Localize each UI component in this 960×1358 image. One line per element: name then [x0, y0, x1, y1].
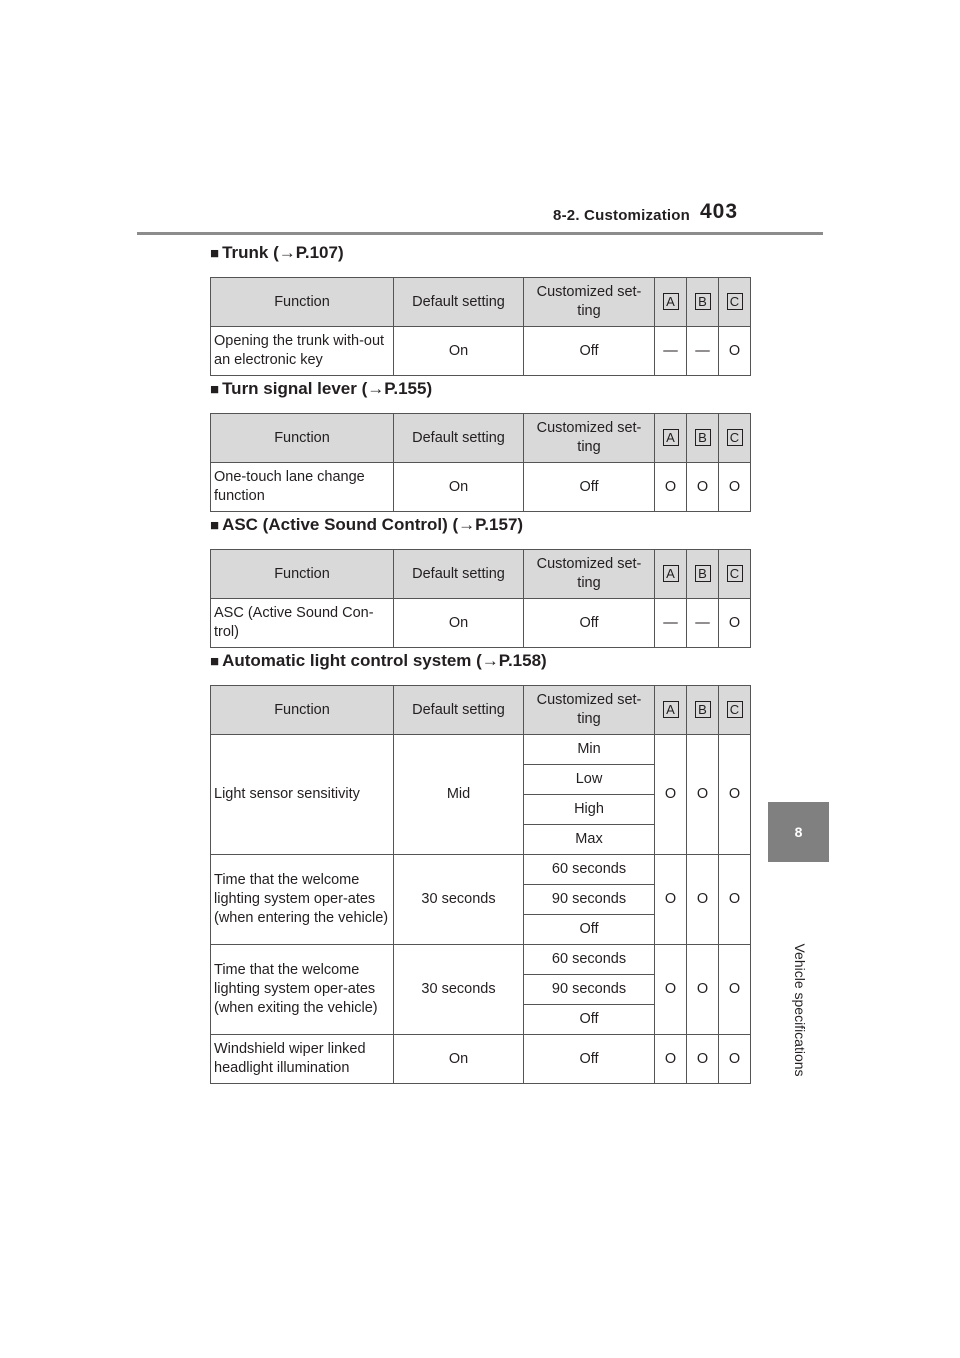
c-cell: O: [719, 735, 751, 855]
custom-option-cell: 90 seconds: [524, 975, 655, 1005]
b-cell: O: [687, 855, 719, 945]
column-b-icon: B: [695, 701, 711, 718]
column-header-function: Function: [211, 686, 394, 735]
column-c-icon: C: [727, 429, 743, 446]
default-cell: Mid: [394, 735, 524, 855]
chapter-title: Vehicle specifications: [792, 943, 808, 1077]
b-cell: —: [687, 599, 719, 648]
settings-table-auto-light: [210, 685, 751, 1084]
table-row: [211, 855, 751, 885]
a-cell: O: [655, 463, 687, 512]
square-bullet-icon: ■: [210, 381, 220, 398]
page-number: 403: [700, 200, 739, 223]
column-a-icon: A: [663, 701, 679, 718]
function-cell: Light sensor sensitivity: [211, 735, 394, 855]
column-a-icon: A: [663, 429, 679, 446]
column-header-default: Default setting: [394, 550, 524, 599]
square-bullet-icon: ■: [210, 245, 220, 262]
custom-cell: Off: [524, 1035, 655, 1084]
a-cell: —: [655, 327, 687, 376]
column-header-custom: Customized set-ting: [524, 414, 655, 463]
column-c-icon: C: [727, 293, 743, 310]
column-c-icon: C: [727, 701, 743, 718]
table-row: [211, 463, 751, 512]
section-header: 8-2. Customization: [553, 207, 690, 224]
custom-option-cell: Low: [524, 765, 655, 795]
b-cell: O: [687, 945, 719, 1035]
a-cell: O: [655, 735, 687, 855]
function-cell: Time that the welcome lighting system oper-ates (when entering the vehicle): [211, 855, 394, 945]
custom-option-cell: 60 seconds: [524, 945, 655, 975]
function-cell: Windshield wiper linked headlight illumination: [211, 1035, 394, 1084]
column-b-icon: B: [695, 293, 711, 310]
section-title-turn-signal: ■ Turn signal lever (→P.155): [210, 379, 433, 398]
default-cell: On: [394, 327, 524, 376]
square-bullet-icon: ■: [210, 517, 220, 534]
c-cell: O: [719, 327, 751, 376]
custom-option-cell: 90 seconds: [524, 885, 655, 915]
default-cell: 30 seconds: [394, 945, 524, 1035]
column-a-icon: A: [663, 293, 679, 310]
function-cell: ASC (Active Sound Con-trol): [211, 599, 394, 648]
c-cell: O: [719, 1035, 751, 1084]
section-title-trunk: ■ Trunk (→P.107): [210, 243, 344, 262]
square-bullet-icon: ■: [210, 653, 220, 670]
settings-table-asc: [210, 549, 751, 648]
column-header-custom: Customized set-ting: [524, 686, 655, 735]
table-row: [211, 1035, 751, 1084]
b-cell: O: [687, 1035, 719, 1084]
function-cell: Opening the trunk with-out an electronic key: [211, 327, 394, 376]
a-cell: O: [655, 1035, 687, 1084]
custom-option-cell: Off: [524, 915, 655, 945]
function-cell: One-touch lane change function: [211, 463, 394, 512]
column-b-icon: B: [695, 565, 711, 582]
default-cell: On: [394, 463, 524, 512]
custom-option-cell: 60 seconds: [524, 855, 655, 885]
a-cell: O: [655, 855, 687, 945]
custom-cell: Off: [524, 599, 655, 648]
section-title-auto-light: ■ Automatic light control system (→P.158): [210, 651, 547, 670]
column-header-function: Function: [211, 550, 394, 599]
settings-table-trunk: [210, 277, 751, 376]
c-cell: O: [719, 599, 751, 648]
c-cell: O: [719, 945, 751, 1035]
column-header-function: Function: [211, 278, 394, 327]
column-header-custom: Customized set-ting: [524, 550, 655, 599]
b-cell: O: [687, 735, 719, 855]
column-header-custom: Customized set-ting: [524, 278, 655, 327]
default-cell: On: [394, 599, 524, 648]
column-header-default: Default setting: [394, 278, 524, 327]
custom-cell: Off: [524, 327, 655, 376]
default-cell: 30 seconds: [394, 855, 524, 945]
custom-option-cell: Off: [524, 1005, 655, 1035]
column-header-function: Function: [211, 414, 394, 463]
column-header-default: Default setting: [394, 414, 524, 463]
c-cell: O: [719, 463, 751, 512]
c-cell: O: [719, 855, 751, 945]
table-row: [211, 599, 751, 648]
section-title-asc: ■ ASC (Active Sound Control) (→P.157): [210, 515, 524, 534]
b-cell: O: [687, 463, 719, 512]
settings-table-turn-signal: [210, 413, 751, 512]
custom-option-cell: Min: [524, 735, 655, 765]
chapter-tab: 8: [768, 802, 829, 862]
column-b-icon: B: [695, 429, 711, 446]
column-a-icon: A: [663, 565, 679, 582]
a-cell: O: [655, 945, 687, 1035]
column-header-default: Default setting: [394, 686, 524, 735]
table-row: [211, 945, 751, 975]
function-cell: Time that the welcome lighting system oper-ates (when exiting the vehicle): [211, 945, 394, 1035]
table-row: [211, 327, 751, 376]
table-row: [211, 735, 751, 765]
custom-cell: Off: [524, 463, 655, 512]
header-divider: [137, 232, 823, 235]
a-cell: —: [655, 599, 687, 648]
custom-option-cell: Max: [524, 825, 655, 855]
b-cell: —: [687, 327, 719, 376]
default-cell: On: [394, 1035, 524, 1084]
custom-option-cell: High: [524, 795, 655, 825]
column-c-icon: C: [727, 565, 743, 582]
